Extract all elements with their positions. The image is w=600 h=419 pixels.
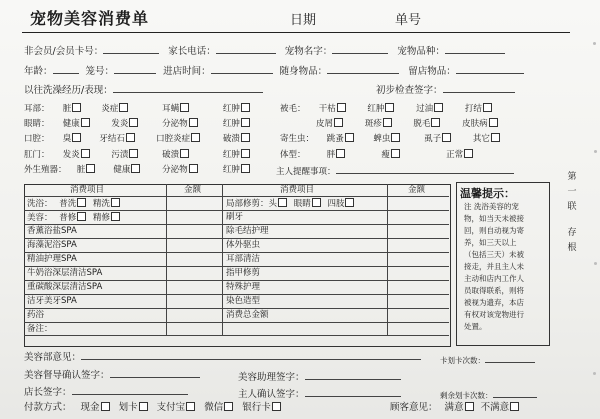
checkbox[interactable] (391, 133, 400, 142)
manager-sign-row (24, 385, 188, 399)
parasite-lice-option[interactable]: 虱子 (424, 133, 470, 145)
table-row-line (24, 210, 449, 211)
pay-wechat-checkbox[interactable] (224, 402, 233, 411)
belongings-field[interactable] (327, 64, 399, 74)
checkbox[interactable] (241, 133, 250, 142)
cage-field[interactable] (114, 64, 156, 74)
anus-inflamed-option[interactable]: 发炎 (63, 149, 109, 161)
skin-disease-option[interactable]: 皮肤病 (462, 118, 512, 130)
groom-basic-checkbox[interactable] (77, 212, 86, 221)
owner-sign-field[interactable] (305, 387, 401, 397)
eye-discharge-option[interactable]: 分泌物 (162, 118, 220, 130)
history-field[interactable] (113, 83, 263, 93)
payment-row (24, 402, 281, 414)
col-header-item-2: 消费项目 (280, 185, 315, 195)
owner-notes-label: 主人提醒事项： (276, 167, 336, 177)
checkbox[interactable] (241, 149, 250, 158)
header-rule (22, 32, 570, 33)
pay-bankcard-option[interactable]: 银行卡 (242, 402, 271, 413)
owner-sign-label: 主人确认签字： (238, 389, 305, 400)
table-row-partial-trim: 局部修剪：头 眼睛 四肢 (226, 198, 354, 210)
coat-label: 被毛： (280, 104, 306, 114)
table-row-line (24, 266, 449, 267)
anus-row (24, 149, 273, 161)
cage-label: 笼号： (85, 66, 115, 77)
table-row-milk-spa: 牛奶浴深层清洁SPA (27, 268, 103, 278)
coat-row (280, 103, 509, 115)
col-header-amount: 金额 (184, 185, 202, 195)
card-count-field[interactable] (485, 353, 535, 363)
notice-line: 主动和店内工作人 (464, 274, 524, 283)
checkbox[interactable] (72, 103, 81, 112)
col-header-amount-2: 金额 (408, 185, 426, 195)
ear-label: 耳部： (24, 104, 50, 114)
history-label: 以往洗澡经历/表现： (24, 85, 113, 96)
left-items-label: 留店物品： (408, 66, 456, 77)
enter-time-label: 进店时间： (163, 66, 211, 77)
supervisor-sign-row (24, 368, 200, 382)
body-fat-option[interactable]: 胖 (327, 149, 379, 161)
table-row-oil-spa: 精油护理SPA (27, 254, 77, 264)
pay-card-option[interactable]: 划卡 (118, 402, 138, 413)
checkbox[interactable] (129, 149, 138, 158)
mouth-row (24, 133, 267, 145)
checkbox[interactable] (491, 133, 500, 142)
eye-row (24, 118, 273, 130)
feedback-satisfied-checkbox[interactable] (465, 402, 474, 411)
checkbox[interactable] (86, 164, 95, 173)
pet-name-field[interactable] (332, 44, 388, 54)
table-row-dental-spa: 洁牙美牙SPA (27, 296, 77, 306)
notice-line: 养，如三天以上 (464, 238, 517, 247)
stub-archive-label: 存根 (567, 228, 577, 253)
parasite-row (280, 133, 515, 145)
mouth-ulcer-option[interactable]: 破溃 (223, 133, 267, 145)
table-row-dye-styling: 染色造型 (226, 296, 261, 306)
trim-limbs-checkbox[interactable] (345, 198, 354, 207)
genital-swelling-option[interactable]: 红肿 (223, 164, 273, 176)
checkbox[interactable] (434, 103, 443, 112)
checkbox[interactable] (385, 103, 394, 112)
phone-field[interactable] (216, 44, 276, 54)
wash-basic-checkbox[interactable] (77, 198, 86, 207)
eye-healthy-option[interactable]: 健康 (63, 118, 109, 130)
table-row-ear-cleaning: 耳部清洁 (226, 254, 261, 264)
card-count-label: 卡划卡次数： (440, 356, 485, 365)
supervisor-sign-label: 美容督导确认签字： (24, 370, 110, 381)
binding-hole (593, 42, 596, 45)
ear-swelling-option[interactable]: 红肿 (223, 103, 273, 115)
groom-premium-checkbox[interactable] (111, 212, 120, 221)
feedback-unsatisfied-checkbox[interactable] (510, 402, 519, 411)
body-normal-option[interactable]: 正常 (446, 149, 492, 161)
checkbox[interactable] (180, 149, 189, 158)
age-field[interactable] (53, 64, 79, 74)
body-row (280, 149, 492, 161)
table-row-line (24, 280, 449, 281)
card-number-field[interactable] (103, 44, 159, 54)
checkbox[interactable] (464, 149, 473, 158)
checkbox[interactable] (442, 133, 451, 142)
mouth-label: 口腔： (24, 134, 50, 144)
history-row (24, 83, 263, 97)
wash-premium-checkbox[interactable] (111, 198, 120, 207)
checkbox[interactable] (391, 149, 400, 158)
table-row-wash: 洗浴： 普洗 精洗 (27, 198, 120, 210)
remain-count-field[interactable] (493, 388, 537, 398)
manager-sign-label: 店长签字： (24, 387, 72, 398)
checkbox[interactable] (72, 133, 81, 142)
coat-swelling-option[interactable]: 红肿 (367, 103, 413, 115)
initial-check-field[interactable] (443, 83, 515, 93)
body-thin-option[interactable]: 瘦 (381, 149, 443, 161)
col-header-item: 消费项目 (70, 185, 105, 195)
notice-line: 接走，并且主人未 (464, 262, 524, 271)
checkbox[interactable] (334, 118, 343, 127)
coat-knot-option[interactable]: 打结 (465, 103, 509, 115)
supervisor-sign-field[interactable] (110, 368, 200, 378)
remain-count-label: 剩余划卡次数： (440, 391, 493, 400)
skin-hairloss-option[interactable]: 脱毛 (413, 118, 459, 130)
notice-line: 回，则自动视为寄 (464, 226, 524, 235)
table-row-line (24, 224, 449, 225)
mouth-odor-option[interactable]: 臭 (63, 133, 97, 145)
pay-cash-option[interactable]: 现金 (80, 402, 100, 413)
ear-dirty-option[interactable]: 脏 (63, 103, 99, 115)
number-label: 单号 (395, 13, 422, 28)
table-row-line (24, 196, 449, 197)
skin-rash-option[interactable]: 斑疹 (365, 118, 411, 130)
belongings-label: 随身物品： (279, 66, 328, 77)
mouth-tartar-option[interactable]: 牙结石 (99, 133, 153, 145)
table-row-aroma-spa: 香薰浴盐SPA (27, 226, 77, 236)
binding-hole (594, 262, 597, 265)
binding-hole (593, 372, 596, 375)
anus-swelling-option[interactable]: 红肿 (223, 149, 273, 161)
checkbox[interactable] (241, 164, 250, 173)
pay-card-checkbox[interactable] (139, 402, 148, 411)
body-label: 体型： (280, 150, 306, 160)
table-row-special-care: 特殊护理 (226, 282, 261, 292)
assistant-sign-row (238, 370, 401, 384)
card-number-row (24, 44, 505, 58)
anus-stain-option[interactable]: 污渍 (111, 149, 159, 161)
checkbox[interactable] (483, 103, 492, 112)
left-items-field[interactable] (456, 64, 524, 74)
phone-label: 家长电话： (168, 46, 216, 57)
pet-name-label: 宠物名字： (284, 46, 333, 57)
table-row-line (24, 294, 449, 295)
enter-time-field[interactable] (211, 64, 273, 74)
checkbox[interactable] (81, 149, 90, 158)
notice-title: 温馨提示： (460, 187, 515, 200)
notice-line: 处置。 (464, 322, 487, 331)
table-row-knot-removal: 除毛结护理 (226, 226, 269, 236)
anus-label: 肛门： (24, 150, 50, 160)
pay-cash-checkbox[interactable] (101, 402, 110, 411)
notice-line: （包括三天）未被 (464, 250, 524, 259)
notice-line: 被视为遗弃，本店 (464, 298, 524, 307)
parasite-label: 寄生虫： (280, 134, 315, 144)
checkbox[interactable] (241, 103, 250, 112)
mouth-inflammation-option[interactable]: 口腔炎症 (156, 133, 220, 145)
pay-alipay-option[interactable]: 支付宝 (156, 402, 186, 413)
trim-eyes-checkbox[interactable] (312, 198, 321, 207)
initial-check-label: 初步检查签字： (376, 85, 443, 96)
eye-label: 眼睛： (24, 119, 50, 129)
form-title: 宠物美容消费单 (30, 9, 150, 28)
checkbox[interactable] (189, 118, 198, 127)
table-row-line (24, 335, 449, 336)
breed-field[interactable] (445, 44, 505, 54)
feedback-unsatisfied-option[interactable]: 不满意 (480, 402, 510, 413)
table-col-sep (222, 184, 223, 335)
feedback-satisfied-option[interactable]: 满意 (444, 402, 464, 413)
dept-opinion-field[interactable] (81, 350, 421, 360)
table-row-medicated-bath: 药浴 (27, 310, 45, 320)
notice-line: 注 洗浴美容的宠 (464, 202, 519, 211)
genital-label: 外生殖器： (24, 165, 67, 175)
checkbox[interactable] (383, 118, 392, 127)
skin-row (316, 118, 512, 130)
checkbox[interactable] (431, 118, 440, 127)
parasite-flea-option[interactable]: 跳蚤 (327, 133, 371, 145)
feedback-row (390, 402, 519, 414)
ear-row (24, 103, 273, 115)
table-col-sep (387, 184, 388, 335)
eye-swelling-option[interactable]: 红肿 (223, 118, 273, 130)
age-row (24, 64, 524, 78)
parasite-other-option[interactable]: 其它 (473, 133, 515, 145)
payment-label: 付款方式： (24, 402, 72, 413)
coat-dry-option[interactable]: 干枯 (319, 103, 365, 115)
table-col-sep (166, 184, 167, 335)
table-row-line (24, 322, 449, 323)
assistant-sign-field[interactable] (305, 370, 401, 380)
owner-notes-field[interactable] (336, 164, 514, 174)
genital-discharge-option[interactable]: 分泌物 (162, 164, 220, 176)
genital-healthy-option[interactable]: 健康 (113, 164, 159, 176)
manager-sign-field[interactable] (72, 385, 188, 395)
notice-line: 物，如当天未被接 (464, 214, 524, 223)
pay-wechat-option[interactable]: 微信 (204, 402, 224, 413)
table-row-grooming: 美容： 普修 精修 (27, 212, 120, 224)
table-row-line (24, 308, 449, 309)
card-count-row (440, 353, 535, 366)
assistant-sign-label: 美容助理签字： (238, 372, 305, 383)
table-row-remarks: 备注： (27, 324, 53, 334)
checkbox[interactable] (337, 103, 346, 112)
genital-row (24, 164, 273, 176)
notice-line: 员取得联系，则将 (464, 286, 524, 295)
stub-copy-label: 第一联 (567, 172, 577, 212)
card-number-label: 非会员/会员卡号： (24, 46, 104, 57)
initial-check-row (376, 83, 515, 97)
table-row-line (24, 252, 449, 253)
skin-flakes-option[interactable]: 皮屑 (316, 118, 362, 130)
owner-notes-row (276, 164, 514, 178)
table-row-deworming: 体外驱虫 (226, 240, 261, 250)
pay-bankcard-checkbox[interactable] (272, 402, 281, 411)
age-label: 年龄： (24, 66, 53, 77)
date-label: 日期 (290, 13, 317, 28)
dept-opinion-row (24, 350, 421, 364)
table-row-bicarbonate-spa: 重碳酸深层清洁SPA (27, 282, 103, 292)
owner-sign-row (238, 387, 401, 401)
checkbox[interactable] (189, 164, 198, 173)
genital-dirty-option[interactable]: 脏 (77, 164, 111, 176)
pay-alipay-checkbox[interactable] (186, 402, 195, 411)
trim-head-checkbox[interactable] (278, 198, 287, 207)
ear-inflammation-option[interactable]: 炎症 (101, 103, 159, 115)
table-row-tooth-brush: 刷牙 (226, 212, 244, 222)
checkbox[interactable] (336, 149, 345, 158)
table-row-total-amount: 消费总金额 (226, 310, 269, 320)
parasite-tick-option[interactable]: 蜱虫 (373, 133, 421, 145)
checkbox[interactable] (489, 118, 498, 127)
breed-label: 宠物品种： (397, 46, 445, 57)
checkbox[interactable] (241, 118, 250, 127)
checkbox[interactable] (126, 133, 135, 142)
anus-ulcer-option[interactable]: 破溃 (162, 149, 220, 161)
feedback-label: 顾客意见： (390, 402, 438, 413)
dept-opinion-label: 美容部意见： (24, 352, 82, 363)
checkbox[interactable] (131, 164, 140, 173)
checkbox[interactable] (119, 103, 128, 112)
table-row-nail-trim: 指甲修剪 (226, 268, 261, 278)
remain-count-row (440, 388, 537, 401)
table-row-line (24, 238, 449, 239)
eye-inflamed-option[interactable]: 发炎 (111, 118, 159, 130)
checkbox[interactable] (191, 133, 200, 142)
checkbox[interactable] (180, 103, 189, 112)
checkbox[interactable] (345, 133, 354, 142)
checkbox[interactable] (129, 118, 138, 127)
checkbox[interactable] (81, 118, 90, 127)
table-row-seaweed-spa: 海藻泥浴SPA (27, 240, 77, 250)
binding-hole (594, 150, 597, 153)
coat-oily-option[interactable]: 过油 (416, 103, 462, 115)
ear-mites-option[interactable]: 耳螨 (162, 103, 220, 115)
notice-line: 有权对该宠物进行 (464, 310, 524, 319)
